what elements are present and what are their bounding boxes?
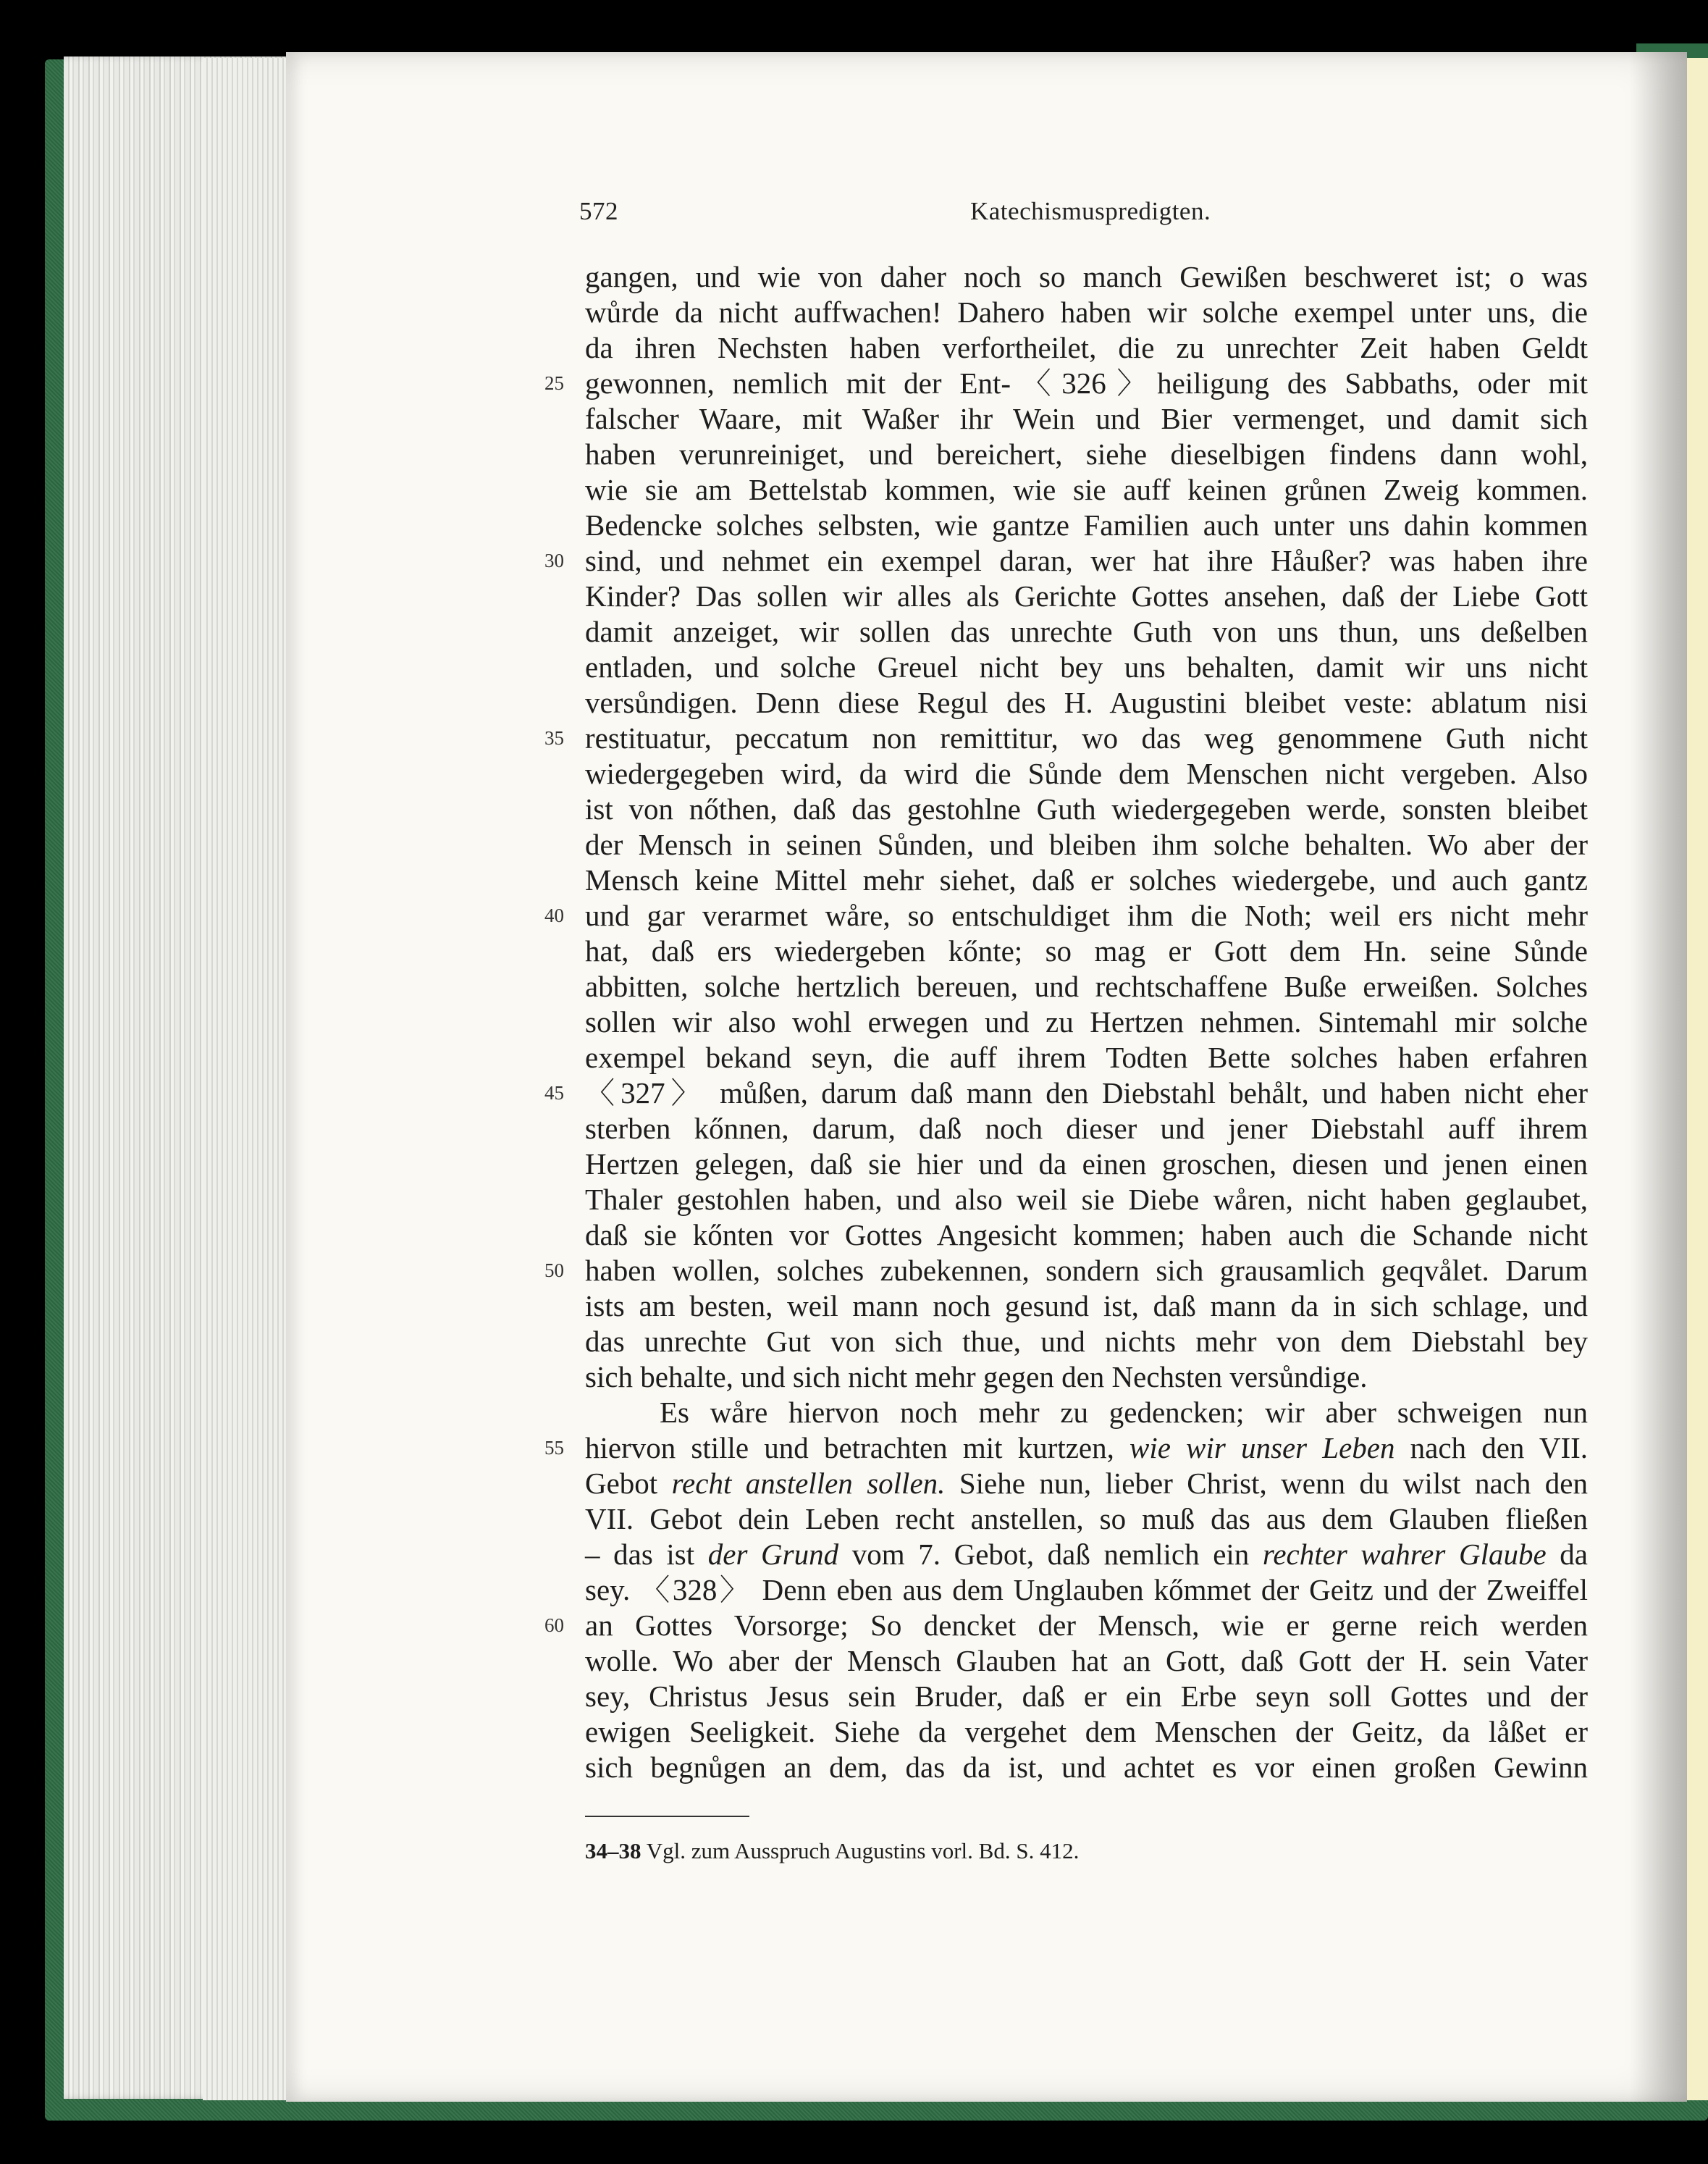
- text-line: [544, 1253, 1588, 1288]
- text-line: [585, 827, 1588, 863]
- footnote-ref: 34–38: [585, 1838, 641, 1863]
- footnote-text: Vgl. zum Ausspruch Augustins vorl. Bd. S. 412.: [641, 1838, 1080, 1863]
- line-text: – das ist: [585, 1538, 708, 1571]
- text-line: [544, 1430, 1588, 1466]
- text-line: [585, 792, 1588, 827]
- text-line: [585, 1288, 1588, 1324]
- italic-text: der Grund: [707, 1538, 839, 1571]
- text-line: [585, 1395, 1588, 1430]
- spine-shadow: [1629, 52, 1687, 2102]
- text-line: [544, 721, 1588, 756]
- text-line: [585, 1537, 1588, 1572]
- line-text: versůndigen. Denn diese Regul des H. Augustini bleibet veste: ablatum nisi: [585, 686, 1588, 719]
- text-line: [585, 1572, 1588, 1608]
- text-line: [585, 756, 1588, 792]
- text-line: [544, 1075, 1588, 1111]
- line-text: Mensch keine Mittel mehr siehet, daß er solches wiedergebe, und auch gantz: [585, 863, 1588, 897]
- line-text: VII. Gebot dein Leben recht anstellen, so muß das aus dem Glauben fließen: [585, 1502, 1588, 1535]
- text-line: [585, 685, 1588, 721]
- text-line: [585, 863, 1588, 898]
- text-line: [585, 259, 1588, 295]
- line-text: das unrechte Gut von sich thue, und nichts mehr von dem Diebstahl bey: [585, 1325, 1588, 1358]
- line-text: nach den VII.: [1394, 1431, 1588, 1464]
- line-text: sey. 〈328〉 Denn eben aus dem Unglauben kőmmet der Geitz und der Zweiffel: [585, 1573, 1588, 1606]
- line-text: an Gottes Vorsorge; So dencket der Mensch, wie er gerne reich werden: [585, 1609, 1588, 1642]
- line-text: und gar verarmet wåre, so entschuldiget ihm die Noth; weil ers nicht mehr: [585, 899, 1588, 932]
- line-text: sind, und nehmet ein exempel daran, wer hat ihre Håußer? was haben ihre: [585, 544, 1588, 577]
- line-number: 40: [544, 905, 564, 926]
- line-text: 〈327〉 můßen, darum daß mann den Diebstahl behålt, und haben nicht eher: [585, 1076, 1588, 1110]
- line-text: damit anzeiget, wir sollen das unrechte Guth von uns thun, uns deßelben: [585, 615, 1588, 648]
- running-title: Katechismuspredigten.: [970, 197, 1211, 225]
- text-line: [585, 508, 1588, 543]
- line-text: da: [1546, 1538, 1588, 1571]
- line-text: sterben kőnnen, darum, daß noch dieser und jener Diebstahl auff ihrem: [585, 1112, 1588, 1145]
- line-text: abbitten, solche hertzlich bereuen, und rechtschaffene Buße erweißen. Solches: [585, 970, 1588, 1003]
- text-line: [585, 1466, 1588, 1501]
- footnote-rule: [585, 1816, 749, 1817]
- line-text: ist von nőthen, daß das gestohlne Guth wiedergegeben werde, sonsten bleibet: [585, 792, 1588, 826]
- text-line: [585, 579, 1588, 614]
- line-number: 35: [544, 727, 564, 749]
- text-line: [585, 401, 1588, 437]
- text-line: [585, 472, 1588, 508]
- line-text: sey, Christus Jesus sein Bruder, daß er ein Erbe seyn soll Gottes und der: [585, 1679, 1588, 1713]
- line-text: sollen wir also wohl erwegen und zu Hertzen nehmen. Sintemahl mir solche: [585, 1005, 1588, 1039]
- line-text: da ihren Nechsten haben verfortheilet, die zu unrechter Zeit haben Geldt: [585, 331, 1588, 364]
- text-line: [585, 1182, 1588, 1217]
- line-text: Bedencke solches selbsten, wie gantze Familien auch unter uns dahin kommen: [585, 508, 1588, 542]
- text-line: [585, 330, 1588, 366]
- text-line: [585, 614, 1588, 650]
- text-line: [585, 1643, 1588, 1679]
- text-line: [585, 1750, 1588, 1785]
- line-text: Thaler gestohlen haben, und also weil sie Diebe wåren, nicht haben geglaubet,: [585, 1183, 1588, 1216]
- line-text: ists am besten, weil mann noch gesund ist, daß mann da in sich schlage, und: [585, 1289, 1588, 1322]
- line-text: gewonnen, nemlich mit der Ent-〈326〉heiligung des Sabbaths, oder mit: [585, 366, 1588, 400]
- line-text: Gebot: [585, 1467, 672, 1500]
- line-text: haben verunreiniget, und bereichert, siehe dieselbigen findens dann wohl,: [585, 437, 1588, 471]
- line-number: 60: [544, 1614, 564, 1636]
- running-head: [579, 197, 1589, 233]
- line-text: hat, daß ers wiedergeben kőnte; so mag er Gott dem Hn. seine Sůnde: [585, 934, 1588, 968]
- line-text: restituatur, peccatum non remittitur, wo das weg genommene Guth nicht: [585, 721, 1588, 755]
- line-text: exempel bekand seyn, die auff ihrem Todten Bette solches haben erfahren: [585, 1041, 1588, 1074]
- line-text: gangen, und wie von daher noch so manch Gewißen beschweret ist; o was: [585, 260, 1588, 293]
- line-text: falscher Waare, mit Waßer ihr Wein und Bier vermenget, und damit sich: [585, 402, 1588, 435]
- line-text: Kinder? Das sollen wir alles als Gerichte Gottes ansehen, daß der Liebe Gott: [585, 579, 1588, 613]
- text-line: [585, 1359, 1588, 1395]
- text-line: [585, 969, 1588, 1005]
- line-number: 30: [544, 550, 564, 571]
- line-number: 45: [544, 1082, 564, 1104]
- page-number: 572: [579, 197, 618, 225]
- text-line: [544, 543, 1588, 579]
- line-number: 50: [544, 1259, 564, 1281]
- text-line: [585, 295, 1588, 330]
- text-line: [585, 650, 1588, 685]
- italic-text: recht anstellen sollen.: [671, 1467, 946, 1500]
- line-text: wiedergegeben wird, da wird die Sůnde dem Menschen nicht vergeben. Also: [585, 757, 1588, 790]
- text-line: [585, 1146, 1588, 1182]
- line-text: entladen, und solche Greuel nicht bey uns behalten, damit wir uns nicht: [585, 650, 1588, 684]
- footnote: [585, 1838, 1079, 1864]
- text-line: [585, 1005, 1588, 1040]
- text-line: [585, 1679, 1588, 1714]
- text-line: [544, 898, 1588, 934]
- text-line: [585, 1324, 1588, 1359]
- page-fore-edge-inner: [203, 58, 297, 2100]
- line-text: daß sie kőnten vor Gottes Angesicht kommen; haben auch die Schande nicht: [585, 1218, 1588, 1251]
- italic-text: rechter wahrer Glaube: [1262, 1538, 1547, 1571]
- line-text: sich begnůgen an dem, das da ist, und achtet es vor einen großen Gewinn: [585, 1750, 1588, 1784]
- line-text: Es wåre hiervon noch mehr zu gedencken; wir aber schweigen nun: [660, 1396, 1588, 1429]
- text-line: [585, 1040, 1588, 1075]
- line-text: sich behalte, und sich nicht mehr gegen den Nechsten versůndige.: [585, 1360, 1368, 1393]
- text-line: [585, 1714, 1588, 1750]
- italic-text: wie wir unser Leben: [1129, 1431, 1395, 1464]
- line-text: wůrde da nicht auffwachen! Dahero haben wir solche exempel unter uns, die: [585, 295, 1588, 329]
- text-line: [544, 366, 1588, 401]
- line-text: der Mensch in seinen Sůnden, und bleiben ihm solche behalten. Wo aber der: [585, 828, 1588, 861]
- line-text: haben wollen, solches zubekennen, sondern sich grausamlich geqvålet. Darum: [585, 1254, 1588, 1287]
- line-text: Siehe nun, lieber Christ, wenn du wilst nach den: [945, 1467, 1588, 1500]
- text-line: [585, 934, 1588, 969]
- line-number: 25: [544, 372, 564, 394]
- text-line: [585, 1501, 1588, 1537]
- line-text: wie sie am Bettelstab kommen, wie sie auff keinen grůnen Zweig kommen.: [585, 473, 1588, 506]
- text-line: [585, 1111, 1588, 1146]
- line-text: wolle. Wo aber der Mensch Glauben hat an Gott, daß Gott der H. sein Vater: [585, 1644, 1588, 1677]
- line-text: ewigen Seeligkeit. Siehe da vergehet dem Menschen der Geitz, da låßet er: [585, 1715, 1588, 1748]
- body-text: [544, 259, 1588, 1785]
- text-line: [544, 1608, 1588, 1643]
- line-text: hiervon stille und betrachten mit kurtzen,: [585, 1431, 1130, 1464]
- text-line: [585, 1217, 1588, 1253]
- line-text: vom 7. Gebot, daß nemlich ein: [838, 1538, 1263, 1571]
- line-text: Hertzen gelegen, daß sie hier und da einen groschen, diesen und jenen einen: [585, 1147, 1588, 1180]
- line-number: 55: [544, 1437, 564, 1459]
- text-line: [585, 437, 1588, 472]
